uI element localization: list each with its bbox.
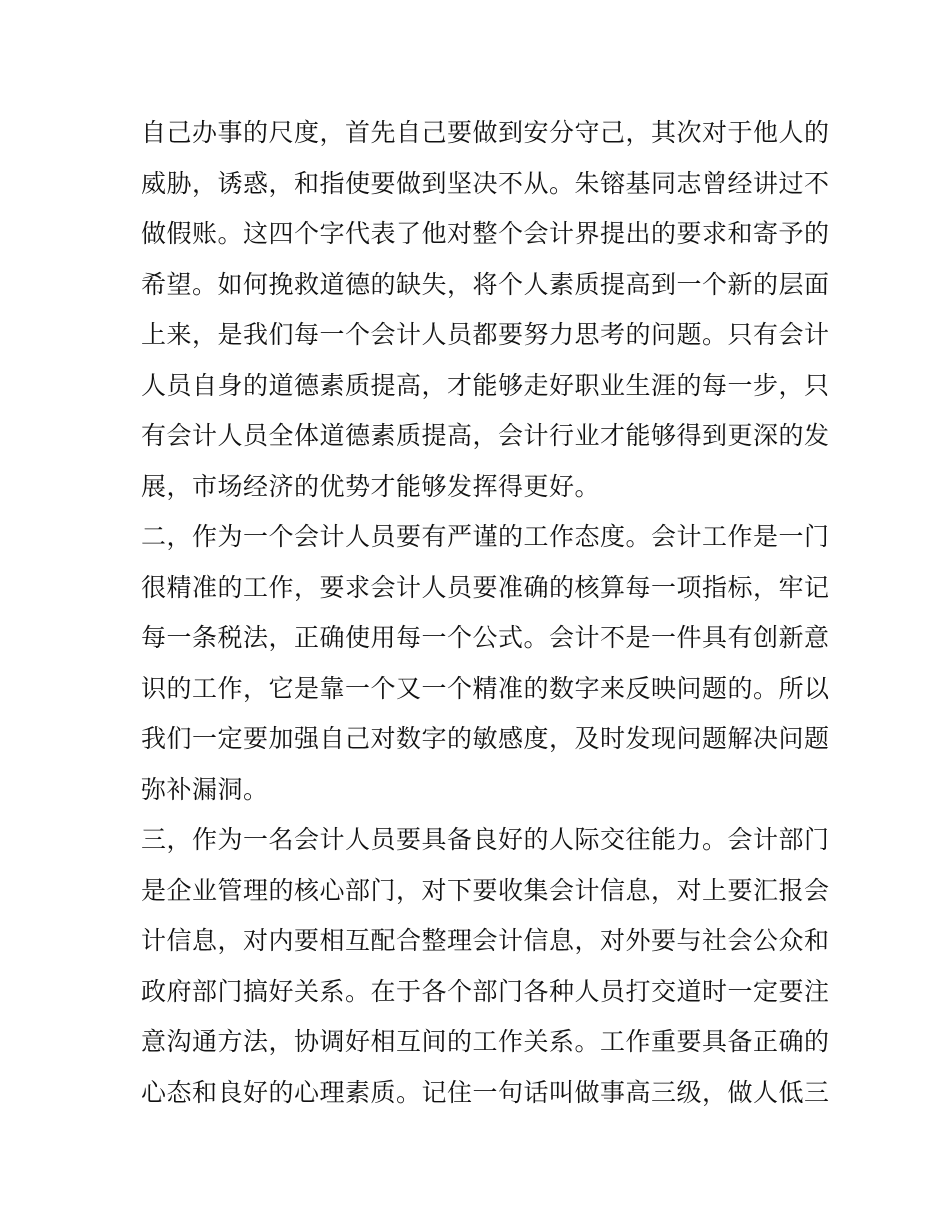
text-line: 是企业管理的核心部门，对下要收集会计信息，对上要汇报会 bbox=[141, 875, 830, 905]
text-line: 做假账。这四个字代表了他对整个会计界提出的要求和寄予的 bbox=[141, 219, 830, 248]
text-line: 展，市场经济的优势才能够发挥得更好。 bbox=[141, 471, 601, 501]
text-line: 希望。如何挽救道德的缺失，将个人素质提高到一个新的层面 bbox=[141, 269, 830, 299]
text-line: 识的工作，它是靠一个又一个精准的数字来反映问题的。所以 bbox=[141, 673, 830, 703]
text-line: 意沟通方法，协调好相互间的工作关系。工作重要具备正确的 bbox=[141, 1027, 830, 1056]
text-line: 人员自身的道德素质提高，才能够走好职业生涯的每一步，只 bbox=[141, 370, 830, 400]
text-line: 二，作为一个会计人员要有严谨的工作态度。会计工作是一门 bbox=[141, 522, 830, 551]
text-line: 三，作为一名会计人员要具备良好的人际交往能力。会计部门 bbox=[141, 825, 830, 854]
text-line: 弥补漏洞。 bbox=[141, 774, 269, 804]
text-line: 很精准的工作，要求会计人员要准确的核算每一项指标，牢记 bbox=[141, 572, 830, 602]
text-line: 上来，是我们每一个会计人员都要努力思考的问题。只有会计 bbox=[141, 320, 830, 349]
text-line: 威胁，诱惑，和指使要做到坚决不从。朱镕基同志曾经讲过不 bbox=[141, 168, 830, 198]
text-line: 每一条税法，正确使用每一个公式。会计不是一件具有创新意 bbox=[141, 623, 830, 652]
text-line: 有会计人员全体道德素质提高，会计行业才能够得到更深的发 bbox=[141, 421, 830, 450]
text-line: 政府部门搞好关系。在于各个部门各种人员打交道时一定要注 bbox=[141, 976, 830, 1006]
text-line: 自己办事的尺度，首先自己要做到安分守己，其次对于他人的 bbox=[141, 118, 830, 147]
text-line: 心态和良好的心理素质。记住一句话叫做事高三级，做人低三 bbox=[141, 1077, 830, 1107]
body-text bbox=[141, 108, 830, 1118]
text-line: 我们一定要加强自己对数字的敏感度，及时发现问题解决问题 bbox=[141, 724, 830, 753]
text-line: 计信息，对内要相互配合整理会计信息，对外要与社会公众和 bbox=[141, 926, 830, 955]
